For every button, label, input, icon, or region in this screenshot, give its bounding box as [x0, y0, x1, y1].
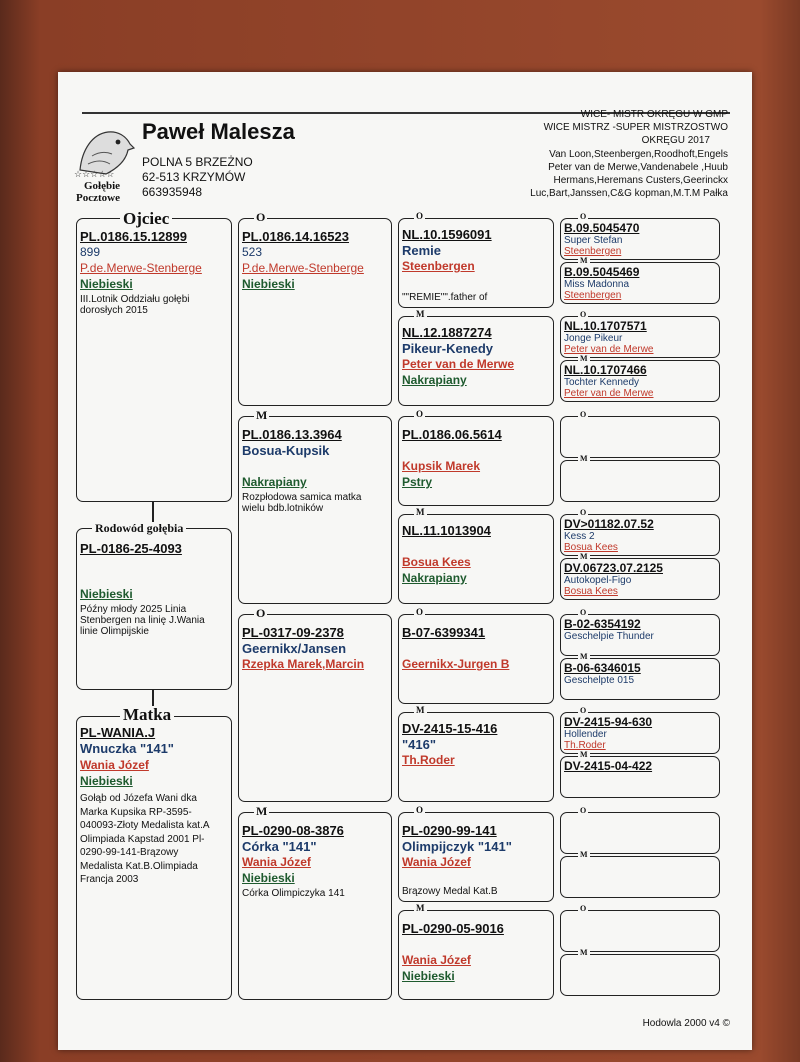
- gen3-ring: PL.0186.06.5614: [402, 427, 502, 442]
- gen4-name: Kess 2: [564, 531, 595, 542]
- gen2-breeder: P.de.Merwe-Stenberge: [242, 261, 364, 275]
- gen3-o-label: O: [416, 607, 424, 617]
- gen4-box: [560, 910, 720, 952]
- gen3-o-label: O: [416, 211, 424, 221]
- achievement-line: WICE MISTRZ -SUPER MISTRZOSTWO: [543, 122, 728, 134]
- gen2-color: Niebieski: [242, 871, 295, 885]
- gen4-ring: B-02-6354192: [564, 617, 641, 631]
- father-name: 899: [80, 245, 101, 259]
- gen3-note: ""REMIE"".father of: [402, 292, 488, 303]
- gen4-name: Super Stefan: [564, 235, 623, 246]
- gen3-m-label: M: [416, 705, 425, 715]
- achievements-block: [530, 108, 728, 200]
- gen4-name: Tochter Kennedy: [564, 377, 640, 388]
- gen4-ring: DV-2415-94-630: [564, 715, 653, 729]
- mother-ring: PL-WANIA.J: [80, 725, 156, 740]
- gen4-m-label: M: [580, 948, 588, 957]
- gen4-box: [560, 812, 720, 854]
- father-color: Niebieski: [80, 277, 133, 291]
- gen2-name: Geernikx/Jansen: [242, 641, 347, 656]
- gen3-breeder: Wania Józef: [402, 855, 471, 869]
- gen3-name: "416": [402, 737, 437, 752]
- mother-label: Matka: [120, 706, 174, 723]
- logo-text-1: Gołębie: [84, 180, 121, 192]
- gen3-ring: NL.12.1887274: [402, 325, 492, 340]
- gen2-breeder: Wania Józef: [242, 855, 311, 869]
- gen4-ring: NL.10.1707466: [564, 363, 647, 377]
- gen3-breeder: Peter van de Merwe: [402, 357, 515, 371]
- gen4-ring: B-06-6346015: [564, 661, 641, 675]
- logo-stars: ☆☆☆☆☆: [74, 169, 115, 179]
- gen4-o-label: O: [580, 410, 587, 419]
- gen2-color: Niebieski: [242, 277, 295, 291]
- gen3-name: Remie: [402, 243, 442, 258]
- gen4-o-label: O: [580, 706, 587, 715]
- gen4-m-label: M: [580, 256, 588, 265]
- gen2-m-label: M: [256, 408, 268, 422]
- mother-note: Gołąb od Józefa Wani dka Marka Kupsika RP-3595-040093-Złoty Medalista kat.A Olimpiada Kapstad 2001 Pl-0290-99-141-Brązowy Medalista Kat.B.Olimpiada Francja 2003: [80, 793, 209, 885]
- gen3-color: Nakrapiany: [402, 373, 467, 387]
- gen2-ring: PL-0290-08-3876: [242, 823, 344, 838]
- gen4-breeder: Steenbergen: [564, 246, 622, 257]
- subject-ring: PL-0186-25-4093: [80, 541, 182, 556]
- gen4-ring: DV>01182.07.52: [564, 517, 654, 531]
- gen4-ring: DV-2415-04-422: [564, 759, 653, 773]
- gen3-ring: B-07-6399341: [402, 625, 486, 640]
- father-note: III.Lotnik Oddziału gołębi dorosłych 2015: [80, 294, 190, 316]
- gen4-m-label: M: [580, 750, 588, 759]
- phone-number: 663935948: [142, 185, 203, 199]
- pedigree-sheet: [58, 72, 752, 1050]
- gen4-breeder: Peter van de Merwe: [564, 388, 654, 399]
- subject-note: Późny młody 2025 Linia Stenbergen na linię J.Wania linie Olimpijskie: [80, 604, 205, 637]
- gen3-breeder: Geernikx-Jurgen B: [402, 657, 510, 671]
- gen4-m-label: M: [580, 354, 588, 363]
- gen4-box: [560, 416, 720, 458]
- gen4-m-label: M: [580, 850, 588, 859]
- mother-name: Wnuczka "141": [80, 741, 174, 756]
- gen2-note: Rozpłodowa samica matka wielu bdb.lotników: [242, 492, 362, 514]
- achievement-line: Hermans,Heremans Custers,Geerinckx: [553, 175, 728, 187]
- gen2-ring: PL.0186.13.3964: [242, 427, 342, 442]
- gen3-breeder: Steenbergen: [402, 259, 475, 273]
- gen3-ring: DV-2415-15-416: [402, 721, 498, 736]
- gen4-name: Autokopel-Figo: [564, 575, 632, 586]
- gen2-note: Córka Olimpiczyka 141: [242, 888, 345, 899]
- gen4-ring: B.09.5045469: [564, 265, 640, 279]
- gen4-o-label: O: [580, 608, 587, 617]
- gen2-m-label: M: [256, 804, 268, 818]
- gen3-o-label: O: [416, 409, 424, 419]
- gen3-breeder: Bosua Kees: [402, 555, 471, 569]
- logo-text-2: Pocztowe: [76, 192, 120, 204]
- gen3-breeder: Wania Józef: [402, 953, 471, 967]
- gen4-m-label: M: [580, 552, 588, 561]
- mother-breeder: Wania Józef: [80, 758, 149, 772]
- pigeon-logo: [72, 120, 136, 202]
- father-ring: PL.0186.15.12899: [80, 229, 187, 244]
- address-line-1: POLNA 5 BRZEŻNO: [142, 155, 253, 169]
- gen4-breeder: Steenbergen: [564, 290, 622, 301]
- gen2-o-label: O: [256, 210, 266, 224]
- gen3-ring: NL.11.1013904: [402, 523, 491, 538]
- gen3-breeder: Kupsik Marek: [402, 459, 481, 473]
- subject-color: Niebieski: [80, 587, 133, 601]
- pedigree-label: Rodowód gołębia: [92, 522, 186, 534]
- gen3-name: Olimpijczyk "141": [402, 839, 512, 854]
- gen4-box: [560, 954, 720, 996]
- gen3-o-label: O: [416, 805, 424, 815]
- achievement-line: WICE- MISTR OKRĘGU W GMP: [580, 109, 728, 120]
- gen2-name: Córka "141": [242, 839, 317, 854]
- gen3-ring: PL-0290-05-9016: [402, 921, 504, 936]
- gen2-name: 523: [242, 245, 263, 259]
- gen4-box: [560, 856, 720, 898]
- gen4-o-label: O: [580, 806, 587, 815]
- gen4-o-label: O: [580, 904, 587, 913]
- gen4-o-label: O: [580, 508, 587, 517]
- gen3-color: Nakrapiany: [402, 571, 467, 585]
- gen4-o-label: O: [580, 310, 587, 319]
- gen3-color: Pstry: [402, 475, 433, 489]
- gen3-m-label: M: [416, 507, 425, 517]
- gen2-ring: PL-0317-09-2378: [242, 625, 344, 640]
- achievement-line: Van Loon,Steenbergen,Roodhoft,Engels: [549, 148, 728, 160]
- gen4-name: Miss Madonna: [564, 279, 630, 290]
- gen4-name: Geschelpie Thunder: [564, 631, 654, 642]
- gen4-ring: NL.10.1707571: [564, 319, 647, 333]
- gen4-breeder: Bosua Kees: [564, 542, 618, 553]
- gen2-o-label: O: [256, 606, 266, 620]
- gen4-o-label: O: [580, 212, 587, 221]
- gen3-ring: NL.10.1596091: [402, 227, 492, 242]
- gen2-breeder: Rzepka Marek,Marcin: [242, 657, 365, 671]
- gen4-m-label: M: [580, 652, 588, 661]
- gen4-ring: B.09.5045470: [564, 221, 640, 235]
- gen4-name: Geschelpte 015: [564, 675, 635, 686]
- gen3-color: Niebieski: [402, 969, 455, 983]
- mother-color: Niebieski: [80, 774, 133, 788]
- gen3-breeder: Th.Roder: [402, 753, 455, 767]
- gen4-breeder: Th.Roder: [564, 740, 606, 751]
- gen2-name: Bosua-Kupsik: [242, 443, 330, 458]
- gen3-name: Pikeur-Kenedy: [402, 341, 494, 356]
- address-line-2: 62-513 KRZYMÓW: [142, 170, 246, 184]
- gen4-name: Jonge Pikeur: [564, 333, 623, 344]
- gen4-breeder: Bosua Kees: [564, 586, 618, 597]
- gen4-breeder: Peter van de Merwe: [564, 344, 654, 355]
- father-breeder: P.de.Merwe-Stenberge: [80, 261, 202, 275]
- achievement-line: OKRĘGU 2017: [641, 135, 710, 147]
- gen4-name: Hollender: [564, 729, 607, 740]
- gen3-ring: PL-0290-99-141: [402, 823, 497, 838]
- gen3-m-label: M: [416, 309, 425, 319]
- gen4-ring: DV.06723.07.2125: [564, 561, 663, 575]
- gen4-m-label: M: [580, 454, 588, 463]
- achievement-line: Peter van de Merwe,Vandenabele ,Huub: [548, 161, 728, 173]
- gen4-box: [560, 460, 720, 502]
- gen2-color: Nakrapiany: [242, 475, 307, 489]
- gen3-note: Brązowy Medal Kat.B: [402, 886, 498, 897]
- breeder-name: Paweł Malesza: [142, 119, 295, 144]
- gen3-m-label: M: [416, 903, 425, 913]
- father-label: Ojciec: [120, 210, 172, 227]
- footer-credit: Hodowla 2000 v4 ©: [642, 1018, 730, 1029]
- gen2-ring: PL.0186.14.16523: [242, 229, 349, 244]
- achievement-line: Luc,Bart,Janssen,C&G kopman,M.T.M Pałka: [530, 188, 728, 200]
